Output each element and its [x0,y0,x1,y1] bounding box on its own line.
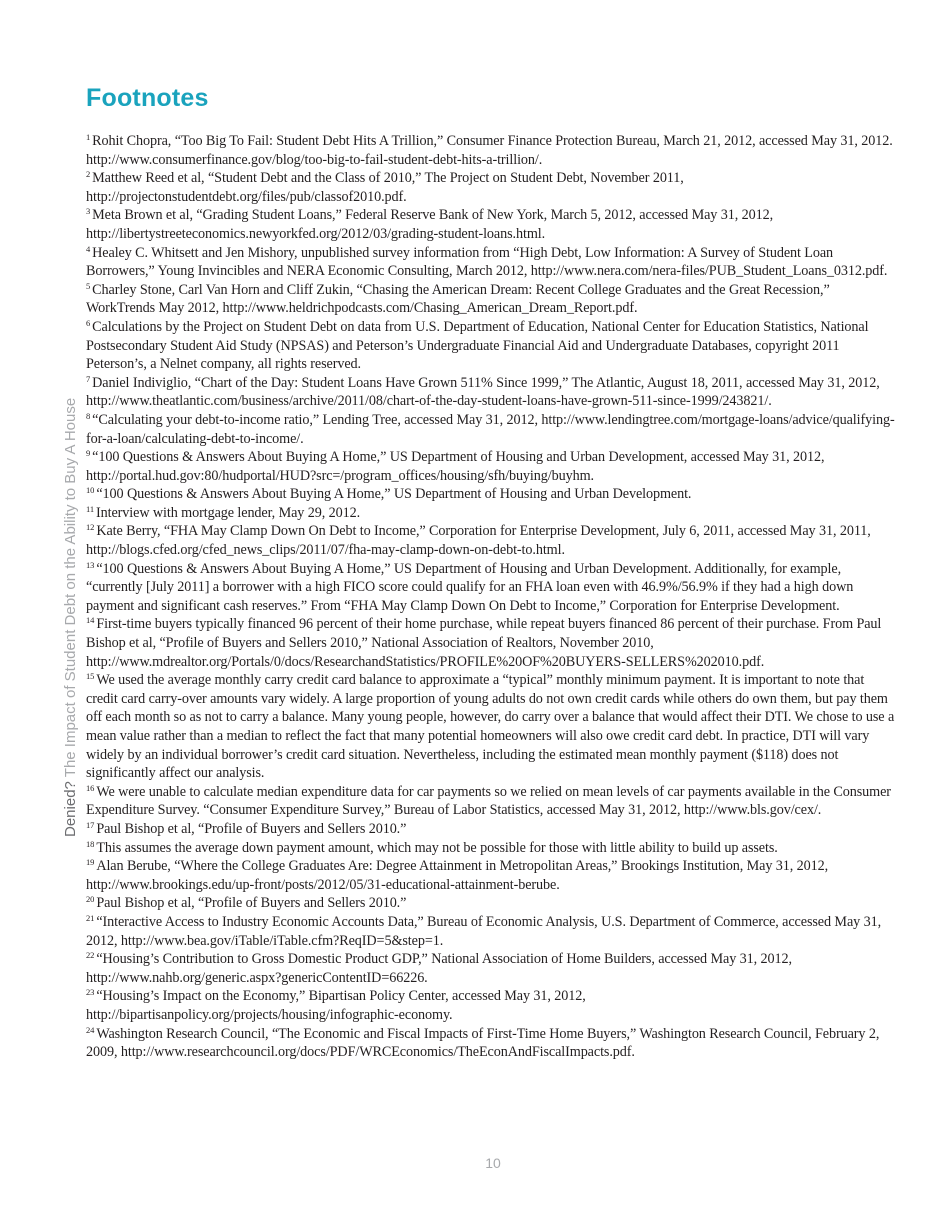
footnote-item [86,783,898,820]
footnote-number: 20 [86,894,95,905]
footnote-item [86,244,898,281]
footnote-text: We used the average monthly carry credit card balance to approximate a “typical” monthly minimum payment. It is important to note that credit card carry-over amounts vary widely. A large proportion of young adults do not own credit cards while others do own them, but pay them off each month so as not to carry a balance. Many young people, however, do carry over a balance that would affect their DTI. We chose to use a mean value rather than a median to reflect the fact that many potential homeowners will also owe credit card debt. In practice, DTI will vary widely by an individual borrower’s credit card situation. Nevertheless, including the estimated mean monthly payment ($118) does not significantly affect our analysis. [86,672,895,782]
footnote-text: First-time buyers typically financed 96 percent of their home purchase, while repeat buyers financed 86 percent of their purchase. From Paul Bishop et al, “Profile of Buyers and Sellers 2010,” National Association of Realtors, November 2010, http://www.mdrealtor.org/Portals/0/docs/ResearchandStatistics/PROFILE%20OF%20BUYERS-SELLERS%202010.pdf. [86,616,882,670]
footnote-item [86,522,898,559]
footnotes-list [86,132,898,1062]
footnote-number: 1 [86,132,91,142]
footnote-item [86,132,898,169]
footnote-number: 17 [86,819,95,830]
footnote-text: “100 Questions & Answers About Buying A Home,” US Department of Housing and Urban Development. [96,486,692,503]
footnote-number: 5 [86,280,91,291]
footnote-number: 18 [86,838,95,849]
running-title [62,398,79,837]
running-title-rest: The Impact of Student Debt on the Ability to Buy A House [62,397,79,782]
footnote-text: Charley Stone, Carl Van Horn and Cliff Zukin, “Chasing the American Dream: Recent College Graduates and the Great Recession,” WorkTrends May 2012, http://www.heldrichpodcasts.com/Chasing_American_Dream_Report.pdf. [86,281,830,317]
footnote-item [86,671,898,783]
footnote-number: 11 [86,503,94,514]
footnote-item [86,560,898,616]
footnote-number: 21 [86,912,95,923]
footnote-text: “Calculating your debt-to-income ratio,” Lending Tree, accessed May 31, 2012, http://www.lendingtree.com/mortgage-loans/advice/qualifying-for-a-loan/calculating-debt-to-income/. [86,411,895,447]
footnote-number: 23 [86,987,95,998]
footnote-text: “100 Questions & Answers About Buying A Home,” US Department of Housing and Urban Development. Additionally, for example, “currently [July 2011] a borrower with a high FICO score could qualify for an FHA loan even with 46.9%/56.9% if they had a high down payment and significant cash reserves.” From “FHA May Clamp Down On Debt to Income,” Corporation for Enterprise Development. [86,560,854,614]
footnote-item [86,206,898,243]
footnote-number: 19 [86,857,95,868]
page-title: Footnotes [86,84,209,112]
footnote-item [86,169,898,206]
footnote-item [86,913,898,950]
footnote-text: “100 Questions & Answers About Buying A Home,” US Department of Housing and Urban Development, accessed May 31, 2012, http://portal.hud.gov:80/hudportal/HUD?src=/program_offices/housing/sfh/buying/buyhm. [86,449,825,484]
footnote-text: We were unable to calculate median expenditure data for car payments so we relied on mean levels of car payments available in the Consumer Expenditure Survey. “Consumer Expenditure Survey,” Bureau of Labor Statistics, accessed May 31, 2012, http://www.bls.gov/cex/. [86,783,891,819]
page-number: 10 [485,1155,501,1171]
footnote-text: Healey C. Whitsett and Jen Mishory, unpublished survey information from “High Debt, Low Information: A Survey of Student Loan Borrowers,” Young Invincibles and NERA Economic Consulting, March 2012, http://www.nera.com/nera-files/PUB_Student_Loans_0312.pdf. [86,244,888,280]
footnote-text: Daniel Indiviglio, “Chart of the Day: Student Loans Have Grown 511% Since 1999,” The Atlantic, August 18, 2011, accessed May 31, 2012, http://www.theatlantic.com/business/archive/2011/08/chart-of-the-day-student-loans-have-grown-511-since-1999/243821/. [86,374,880,410]
footnote-item [86,504,898,523]
footnote-item [86,987,898,1024]
footnote-text: “Housing’s Contribution to Gross Domestic Product GDP,” National Association of Home Builders, accessed May 31, 2012, http://www.nahb.org/generic.aspx?genericContentID=66226. [86,951,792,986]
footnote-item [86,411,898,448]
footnote-text: Paul Bishop et al, “Profile of Buyers and Sellers 2010.” [96,895,407,912]
footnote-text: “Interactive Access to Industry Economic Accounts Data,” Bureau of Economic Analysis, U.S. Department of Commerce, accessed May 31, 2012, http://www.bea.gov/iTable/iTable.cfm?ReqID=5&step=1. [86,913,882,949]
footnote-number: 22 [86,950,95,961]
footnote-text: Meta Brown et al, “Grading Student Loans,” Federal Reserve Bank of New York, March 5, 2012, accessed May 31, 2012, http://libertystreeteconomics.newyorkfed.org/2012/03/grading-student-loans.html. [86,207,774,242]
footnote-item [86,839,898,858]
footnote-text: Rohit Chopra, “Too Big To Fail: Student Debt Hits A Trillion,” Consumer Finance Protection Bureau, March 21, 2012, accessed May 31, 2012. http://www.consumerfinance.gov/blog/too-big-to-fail-student-debt-hits-a-trillion/. [86,133,893,168]
footnote-number: 6 [86,317,91,328]
footnote-item [86,615,898,671]
footnote-text: Alan Berube, “Where the College Graduates Are: Degree Attainment in Metropolitan Areas,” Brookings Institution, May 31, 2012, http://www.brookings.edu/up-front/posts/2012/05/31-educational-attainment-berube. [86,858,829,893]
footnote-text: Interview with mortgage lender, May 29, 2012. [96,504,361,521]
footnote-text: This assumes the average down payment amount, which may not be possible for those with little ability to build up assets. [96,839,778,856]
footnote-item [86,374,898,411]
footnote-text: Calculations by the Project on Student Debt on data from U.S. Department of Education, National Center for Education Statistics, National Postsecondary Student Aid Study (NPSAS) and Peterson’s Undergraduate Financial Aid and Undergraduate Databases, copyright 2011 Peterson’s, a Nelnet company, all rights reserved. [86,318,869,373]
footnote-text: Matthew Reed et al, “Student Debt and the Class of 2010,” The Project on Student Debt, November 2011, http://projectonstudentdebt.org/files/pub/classof2010.pdf. [86,170,684,205]
footnote-text: Paul Bishop et al, “Profile of Buyers and Sellers 2010.” [96,820,407,837]
footnote-number: 2 [86,169,91,180]
footnote-number: 16 [86,782,95,793]
footnote-text: Washington Research Council, “The Economic and Fiscal Impacts of First-Time Home Buyers,” Washington Research Council, February 2, 2009, http://www.researchcouncil.org/docs/PDF/WRCEconomics/TheEconAndFiscalImpacts.pdf. [86,1025,880,1061]
footnote-item [86,448,898,485]
footnote-number: 15 [86,671,95,682]
footnote-number: 4 [86,243,91,254]
footnote-item [86,485,898,504]
footnote-number: 24 [86,1024,95,1035]
footnote-item [86,820,898,839]
footnote-number: 3 [86,206,91,217]
footnote-number: 8 [86,410,91,421]
footnote-item [86,857,898,894]
footnote-number: 7 [86,373,91,384]
footnote-text: “Housing’s Impact on the Economy,” Bipartisan Policy Center, accessed May 31, 2012, http://bipartisanpolicy.org/projects/housing/infographic-economy. [86,988,586,1023]
running-title-lead: Denied? [62,781,79,837]
footnote-number: 10 [86,485,95,496]
footnote-text: Kate Berry, “FHA May Clamp Down On Debt to Income,” Corporation for Enterprise Development, July 6, 2011, accessed May 31, 2011, http://blogs.cfed.org/cfed_news_clips/2011/07/fha-may-clamp-down-on-debt-to.html. [86,523,871,559]
footnote-number: 12 [86,522,95,533]
footnote-number: 9 [86,448,91,459]
footnote-number: 13 [86,559,95,570]
footnote-number: 14 [86,615,95,626]
footnote-item [86,281,898,318]
footnote-item [86,894,898,913]
footnote-item [86,318,898,374]
footnote-item [86,950,898,987]
footnote-item [86,1025,898,1062]
